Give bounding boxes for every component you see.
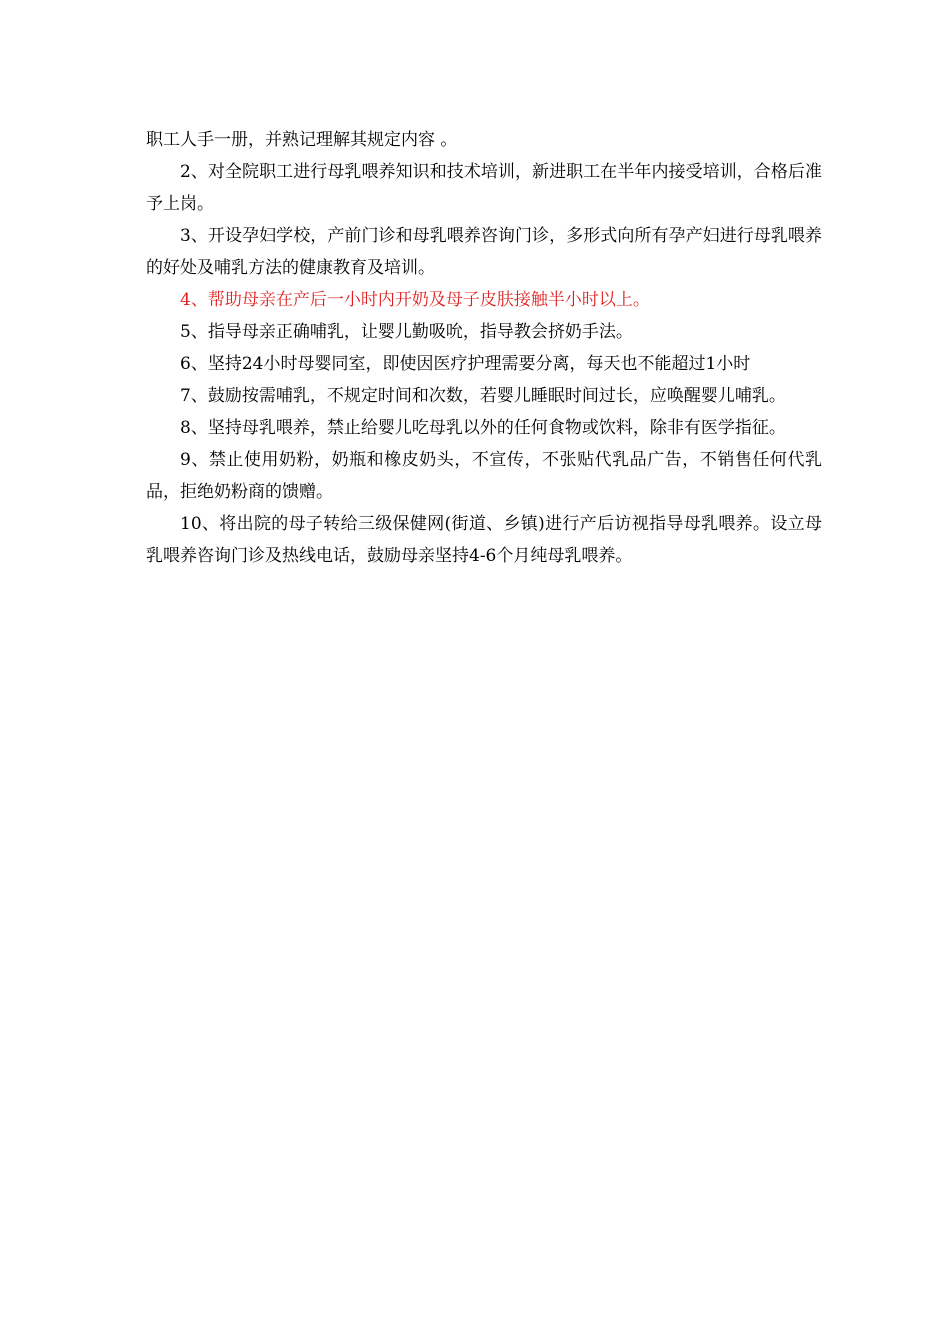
paragraph-5: 5、指导母亲正确哺乳，让婴儿勤吸吮，指导教会挤奶手法。 (180, 322, 633, 342)
paragraph-3: 3、开设孕妇学校，产前门诊和母乳喂养咨询门诊，多形式向所有孕产妇进行母乳喂养的好处及哺乳方法的健康教育及培训。 (146, 226, 822, 278)
paragraph-9: 9、禁止使用奶粉，奶瓶和橡皮奶头，不宣传，不张贴代乳品广告，不销售任何代乳品，拒绝奶粉商的馈赠。 (146, 450, 822, 502)
paragraph-6: 6、坚持24小时母婴同室，即使因医疗护理需要分离，每天也不能超过1小时 (180, 354, 751, 374)
paragraph-8: 8、坚持母乳喂养，禁止给婴儿吃母乳以外的任何食物或饮料，除非有医学指征。 (180, 418, 786, 438)
paragraph-2: 2、对全院职工进行母乳喂养知识和技术培训，新进职工在半年内接受培训，合格后准予上岗。 (146, 162, 822, 214)
document-body (146, 124, 822, 572)
paragraph-10: 10、将出院的母子转给三级保健网(街道、乡镇)进行产后访视指导母乳喂养。设立母乳喂养咨询门诊及热线电话，鼓励母亲坚持4-6个月纯母乳喂养。 (146, 514, 822, 566)
paragraph-1: 职工人手一册，并熟记理解其规定内容 。 (146, 130, 458, 150)
paragraph-7: 7、鼓励按需哺乳，不规定时间和次数，若婴儿睡眠时间过长，应唤醒婴儿哺乳。 (180, 386, 786, 406)
paragraph-4-highlighted: 4、帮助母亲在产后一小时内开奶及母子皮肤接触半小时以上。 (180, 290, 650, 310)
